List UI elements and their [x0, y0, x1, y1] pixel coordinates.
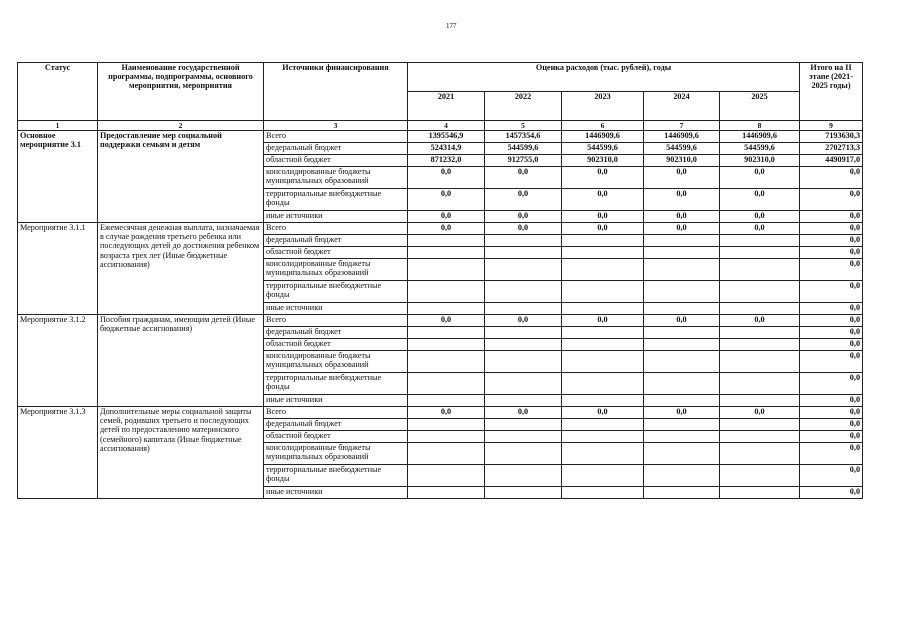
funding-source: иные источники	[264, 303, 408, 315]
year-value: 0,0	[485, 407, 562, 419]
column-number: 4	[408, 121, 485, 131]
year-value: 902310,0	[644, 155, 720, 167]
total-value: 0,0	[800, 303, 863, 315]
table-row	[18, 315, 863, 327]
year-value	[720, 373, 800, 395]
year-value	[562, 373, 644, 395]
total-value: 0,0	[800, 235, 863, 247]
column-number: 6	[562, 121, 644, 131]
year-value	[485, 327, 562, 339]
year-value	[644, 281, 720, 303]
funding-source: иные источники	[264, 211, 408, 223]
year-value	[562, 431, 644, 443]
total-value: 0,0	[800, 419, 863, 431]
total-value: 0,0	[800, 395, 863, 407]
year-value: 0,0	[562, 211, 644, 223]
year-value	[720, 235, 800, 247]
header-sources: Источники финансирования	[264, 63, 408, 121]
total-value: 0,0	[800, 443, 863, 465]
year-value: 544599,6	[720, 143, 800, 155]
year-value	[644, 327, 720, 339]
funding-source: областной бюджет	[264, 431, 408, 443]
year-value	[408, 487, 485, 499]
year-value: 0,0	[408, 189, 485, 211]
funding-source: федеральный бюджет	[264, 419, 408, 431]
year-value: 0,0	[644, 315, 720, 327]
year-value	[720, 281, 800, 303]
year-value	[562, 327, 644, 339]
table-body	[18, 131, 863, 499]
column-number: 7	[644, 121, 720, 131]
year-value	[408, 465, 485, 487]
year-value	[720, 351, 800, 373]
total-value: 4490917,0	[800, 155, 863, 167]
year-value	[485, 395, 562, 407]
year-value: 0,0	[408, 211, 485, 223]
total-value: 0,0	[800, 259, 863, 281]
year-value	[485, 465, 562, 487]
funding-source: консолидированные бюджеты муниципальных образований	[264, 259, 408, 281]
total-value: 0,0	[800, 327, 863, 339]
budget-table	[17, 62, 863, 499]
funding-source: Всего	[264, 131, 408, 143]
year-value	[644, 431, 720, 443]
year-value	[408, 327, 485, 339]
year-value: 902310,0	[720, 155, 800, 167]
year-value	[408, 351, 485, 373]
year-value: 0,0	[644, 211, 720, 223]
year-value	[720, 303, 800, 315]
year-value	[562, 395, 644, 407]
year-value	[644, 339, 720, 351]
year-value	[720, 259, 800, 281]
year-value: 1446909,6	[562, 131, 644, 143]
year-value	[720, 395, 800, 407]
row-status: Мероприятие 3.1.2	[18, 315, 98, 407]
total-value: 0,0	[800, 223, 863, 235]
year-value	[720, 327, 800, 339]
year-value	[644, 487, 720, 499]
year-value	[408, 259, 485, 281]
year-value	[720, 247, 800, 259]
year-value	[408, 373, 485, 395]
row-name: Предоставление мер социальной поддержки семьям и детям	[98, 131, 264, 223]
header-name: Наименование государственной программы, подпрограммы, основного мероприятия, мероприятия	[98, 63, 264, 121]
year-value	[720, 487, 800, 499]
year-value	[720, 431, 800, 443]
funding-source: федеральный бюджет	[264, 143, 408, 155]
year-value: 0,0	[720, 189, 800, 211]
funding-source: Всего	[264, 407, 408, 419]
year-value	[644, 259, 720, 281]
year-value: 0,0	[562, 189, 644, 211]
row-status: Мероприятие 3.1.1	[18, 223, 98, 315]
year-value: 544599,6	[485, 143, 562, 155]
funding-source: областной бюджет	[264, 339, 408, 351]
year-value: 0,0	[720, 167, 800, 189]
total-value: 2702713,3	[800, 143, 863, 155]
year-value	[562, 235, 644, 247]
funding-source: Всего	[264, 223, 408, 235]
header-year-2025: 2025	[720, 92, 800, 121]
page-number: 177	[446, 22, 457, 30]
year-value: 0,0	[485, 189, 562, 211]
year-value	[562, 281, 644, 303]
year-value: 0,0	[562, 315, 644, 327]
year-value: 902310,0	[562, 155, 644, 167]
year-value	[644, 443, 720, 465]
funding-source: консолидированные бюджеты муниципальных образований	[264, 351, 408, 373]
year-value	[408, 281, 485, 303]
year-value: 0,0	[720, 223, 800, 235]
table-row	[18, 131, 863, 143]
year-value	[485, 339, 562, 351]
header-total: Итого на II этапе (2021-2025 годы)	[800, 63, 863, 121]
year-value: 0,0	[485, 315, 562, 327]
table-row	[18, 223, 863, 235]
year-value	[485, 247, 562, 259]
year-value	[562, 259, 644, 281]
year-value: 544599,6	[562, 143, 644, 155]
year-value: 0,0	[485, 211, 562, 223]
year-value	[644, 351, 720, 373]
funding-source: областной бюджет	[264, 155, 408, 167]
year-value	[720, 419, 800, 431]
year-value: 1457354,6	[485, 131, 562, 143]
year-value	[485, 235, 562, 247]
year-value	[644, 235, 720, 247]
year-value	[408, 395, 485, 407]
row-name: Ежемесячная денежная выплата, назначаемая в случае рождения третьего ребенка или последующих детей до достижения ребенком возраста трех лет (Иные бюджетные ассигнования)	[98, 223, 264, 315]
total-value: 0,0	[800, 189, 863, 211]
year-value	[408, 419, 485, 431]
row-status: Основное мероприятие 3.1	[18, 131, 98, 223]
year-value	[644, 373, 720, 395]
table-row	[18, 407, 863, 419]
year-value	[485, 303, 562, 315]
total-value: 0,0	[800, 167, 863, 189]
year-value: 871232,0	[408, 155, 485, 167]
year-value	[644, 395, 720, 407]
column-number: 5	[485, 121, 562, 131]
total-value: 7193630,3	[800, 131, 863, 143]
header-year-2021: 2021	[408, 92, 485, 121]
year-value	[408, 339, 485, 351]
year-value	[485, 373, 562, 395]
year-value: 0,0	[644, 189, 720, 211]
year-value	[720, 339, 800, 351]
total-value: 0,0	[800, 211, 863, 223]
year-value	[720, 465, 800, 487]
column-number: 2	[98, 121, 264, 131]
year-value: 524314,9	[408, 143, 485, 155]
column-number: 1	[18, 121, 98, 131]
year-value: 1446909,6	[720, 131, 800, 143]
year-value	[562, 465, 644, 487]
total-value: 0,0	[800, 315, 863, 327]
year-value	[562, 351, 644, 373]
header-status: Статус	[18, 63, 98, 121]
year-value	[644, 419, 720, 431]
year-value	[408, 235, 485, 247]
year-value	[644, 465, 720, 487]
funding-source: иные источники	[264, 395, 408, 407]
total-value: 0,0	[800, 339, 863, 351]
year-value: 0,0	[720, 211, 800, 223]
table-header	[18, 63, 863, 131]
funding-source: консолидированные бюджеты муниципальных образований	[264, 167, 408, 189]
funding-source: территориальные внебюджетные фонды	[264, 465, 408, 487]
year-value: 0,0	[408, 167, 485, 189]
year-value: 1395546,9	[408, 131, 485, 143]
year-value	[562, 339, 644, 351]
year-value	[720, 443, 800, 465]
row-name: Дополнительные меры социальной защиты семей, родивших третьего и последующих детей по предоставлению материнского (семейного) капитала (Иные бюджетные ассигнования)	[98, 407, 264, 499]
year-value	[408, 431, 485, 443]
year-value: 0,0	[408, 407, 485, 419]
year-value: 0,0	[485, 223, 562, 235]
total-value: 0,0	[800, 247, 863, 259]
year-value	[485, 443, 562, 465]
row-status: Мероприятие 3.1.3	[18, 407, 98, 499]
year-value: 0,0	[562, 167, 644, 189]
header-year-2024: 2024	[644, 92, 720, 121]
year-value: 0,0	[562, 223, 644, 235]
row-name: Пособия гражданам, имеющим детей (Иные бюджетные ассигнования)	[98, 315, 264, 407]
header-year-2023: 2023	[562, 92, 644, 121]
year-value: 0,0	[720, 407, 800, 419]
year-value	[485, 419, 562, 431]
funding-source: территориальные внебюджетные фонды	[264, 189, 408, 211]
year-value: 0,0	[485, 167, 562, 189]
year-value	[485, 351, 562, 373]
total-value: 0,0	[800, 281, 863, 303]
column-number-row	[18, 121, 863, 131]
year-value	[408, 303, 485, 315]
year-value	[485, 281, 562, 303]
funding-source: федеральный бюджет	[264, 327, 408, 339]
year-value: 0,0	[644, 407, 720, 419]
funding-source: территориальные внебюджетные фонды	[264, 373, 408, 395]
year-value	[562, 419, 644, 431]
year-value: 0,0	[562, 407, 644, 419]
year-value	[644, 247, 720, 259]
total-value: 0,0	[800, 373, 863, 395]
column-number: 9	[800, 121, 863, 131]
year-value: 1446909,6	[644, 131, 720, 143]
year-value: 0,0	[408, 223, 485, 235]
header-year-2022: 2022	[485, 92, 562, 121]
year-value	[485, 487, 562, 499]
year-value: 0,0	[720, 315, 800, 327]
year-value: 0,0	[644, 223, 720, 235]
year-value	[485, 431, 562, 443]
year-value: 0,0	[644, 167, 720, 189]
total-value: 0,0	[800, 407, 863, 419]
year-value: 544599,6	[644, 143, 720, 155]
year-value	[644, 303, 720, 315]
year-value	[562, 303, 644, 315]
funding-source: консолидированные бюджеты муниципальных образований	[264, 443, 408, 465]
funding-source: областной бюджет	[264, 247, 408, 259]
funding-source: иные источники	[264, 487, 408, 499]
year-value: 912755,0	[485, 155, 562, 167]
funding-source: федеральный бюджет	[264, 235, 408, 247]
total-value: 0,0	[800, 487, 863, 499]
year-value	[408, 443, 485, 465]
total-value: 0,0	[800, 465, 863, 487]
total-value: 0,0	[800, 431, 863, 443]
column-number: 8	[720, 121, 800, 131]
funding-source: территориальные внебюджетные фонды	[264, 281, 408, 303]
year-value	[485, 259, 562, 281]
total-value: 0,0	[800, 351, 863, 373]
year-value	[562, 487, 644, 499]
column-number: 3	[264, 121, 408, 131]
year-value	[562, 443, 644, 465]
header-estimate: Оценка расходов (тыс. рублей), годы	[408, 63, 800, 92]
year-value: 0,0	[408, 315, 485, 327]
funding-source: Всего	[264, 315, 408, 327]
year-value	[562, 247, 644, 259]
year-value	[408, 247, 485, 259]
